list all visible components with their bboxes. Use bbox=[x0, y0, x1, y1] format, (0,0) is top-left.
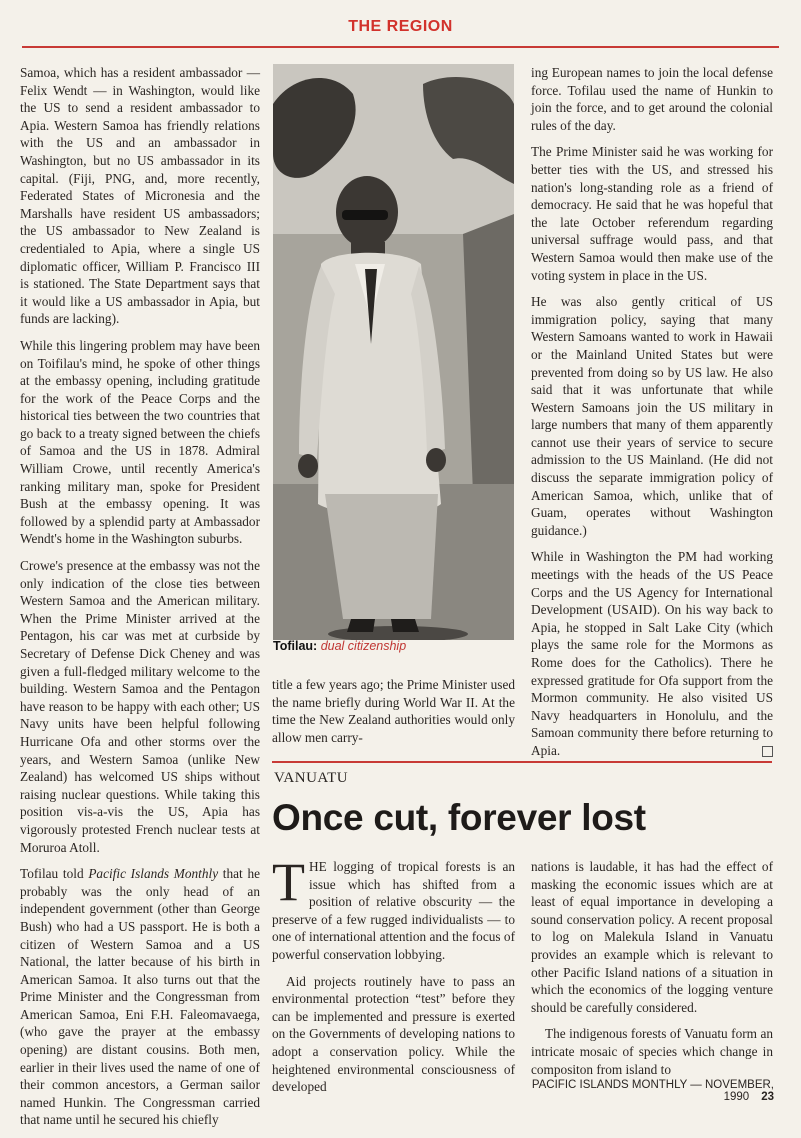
paragraph: ing European names to join the local defense force. Tofilau used the name of Hunkin to join the force, and to get around the colonial rules of the day. bbox=[531, 65, 773, 133]
column-2-continuation bbox=[272, 676, 515, 755]
photo-caption bbox=[273, 639, 514, 653]
paragraph: While this lingering problem may have been on Toifilau's mind, he spoke of other things at the embassy opening, including gratitude for the work of the Peace Corps and the historical ties between the two countries that go back to a treaty signed between the chiefs of Samoa and the US in 1878. Admiral William Crowe, until recently America's ranking military man, spoke for President Bush at the embassy opening. It was followed by a splendid party at Ambassador Wendt's home in the Washington suburbs. bbox=[20, 337, 260, 547]
publication-name: Pacific Islands Monthly bbox=[88, 866, 219, 882]
publication-line: PACIFIC ISLANDS MONTHLY — NOVEMBER, 1990 bbox=[531, 1079, 774, 1103]
paragraph: Samoa, which has a resident ambassador — Felix Wendt — in Washington, would like the US to send a resident ambassador to Apia. Western Samoa has friendly relations with the US and an ambassador in Washington, but no US ambassador in its capital. (Fiji, PNG, and, more recently, Federated States of Micronesia and the Marshalls have resident US ambassadors; the US ambassador to New Zealand is credentialed to Apia, where a single US diplomatic officer, William P. Francisco III is stationed. The State Department says that it would like a US ambassador in Apia, but funds are lacking). bbox=[20, 65, 260, 327]
portrait-illustration bbox=[273, 64, 514, 640]
article-column-2 bbox=[531, 858, 773, 1087]
caption-label: Tofilau: bbox=[273, 639, 318, 653]
article-column-1 bbox=[272, 852, 515, 1105]
end-of-article-icon bbox=[762, 746, 773, 757]
paragraph: Tofilau told Pacific Islands Monthly that he probably was the only head of an independent government (other than George Bush) who had a US passport. He is both a citizen of Western Samoa and a US National, the latter because of his birth in American Samoa. It also turns out that the Prime Minister and the Congressman from American Samoa, Eni F.H. Faleomavaega, (who gave the prayer at the embassy opening) are distant cousins. Both men, earlier in their lives used the name of one of their common ancestors, a German sailor named Hunkin. The Congressman carried that name until he secured his chiefly bbox=[20, 866, 261, 1128]
paragraph: nations is laudable, it has had the effect of masking the economic issues which are at least of equal importance in developing a sound conservation policy. A recent proposal to log on Malekula Island in Vanuatu provides an example which is relevant to other Pacific Island nations of a situation in which the economics of the logging venture should be carefully considered. bbox=[531, 859, 773, 1015]
paragraph: The indigenous forests of Vanuatu form an intricate mosaic of species which change in compositon from island to bbox=[531, 1026, 773, 1077]
paragraph: The Prime Minister said he was working for better ties with the US, and stressed his nation's long-standing role as a friend of democracy. He said that he was hopeful that the late October referendum regarding universal suffrage would pass, and that Western Samoa would then make use of the voting system in place in the US. bbox=[531, 144, 773, 283]
paragraph: He was also gently critical of US immigration policy, saying that many Western Samoans wanted to work in Hawaii or the Mainland United States but were prevented from doing so by US law. He also said that it was unfortunate that while Western Samoans join the US military in large numbers that many of them apparently cannot use their years of service to secure admission to the US Mainland. (He did not discuss the separate immigration policy of American Samoa, which, unlike that of Guam, operates without Washington guidance.) bbox=[531, 294, 773, 538]
column-3 bbox=[531, 64, 773, 769]
paragraph: Aid projects routinely have to pass an environmental protection “test” before they can be implemented and pressure is exerted on the Governments of developing nations to adopt a conservation policy. While the heightened environmental consciousness of developed bbox=[272, 973, 515, 1095]
section-divider bbox=[272, 761, 772, 763]
column-1 bbox=[20, 64, 260, 1138]
paragraph: While in Washington the PM had working meetings with the heads of the US Peace Corps and the US Agency for International Development (USAID). On his way back to Apia, he stopped in Salt Lake City (which plays the same role for the Mormons as Rome does for the Catholics). There he expressed gratitude for Ofa support from the Mormon community. He also visited US Navy headquarters in Honolulu, and the Samoan community there before returning to Apia. bbox=[531, 549, 773, 758]
section-header bbox=[22, 16, 779, 48]
portrait-photo bbox=[273, 64, 514, 640]
section-label: VANUATU bbox=[274, 770, 349, 786]
paragraph: Crowe's presence at the embassy was not the only indication of the close ties between Western Samoa and the American military. When the Prime Minister arrived at the Pentagon, his car was met at curbside by Secretary of Defense Dick Cheney and was given a full-fledged military welcome to the building. Western Samoa and the Pentagon have reason to be happy with each other; US Navy units have been helpful following Hurricane Ofa and other storms over the years, and Western Samoa (unlike New Zealand) has welcomed US ships without raising nuclear questions. While taking this position vis-a-vis the US, Apia has vigorously protested French nuclear tests at Moruroa Atoll. bbox=[20, 558, 260, 855]
paragraph: THE logging of tropical forests is an issue which has shifted from a position of relative obscurity — the preserve of a few rugged individualists — to one of international attention and the focus of powerful conservation lobbying. bbox=[272, 852, 515, 962]
caption-text: dual citizenship bbox=[320, 639, 407, 653]
page-footer bbox=[494, 1079, 774, 1103]
paragraph: title a few years ago; the Prime Minister used the name briefly during World War II. At the time the New Zealand authorities would only allow men carry- bbox=[272, 677, 515, 745]
article-headline: Once cut, forever lost bbox=[272, 797, 646, 838]
section-title: THE REGION bbox=[348, 18, 453, 35]
drop-cap: T bbox=[272, 852, 305, 912]
page-number: 23 bbox=[761, 1091, 774, 1103]
